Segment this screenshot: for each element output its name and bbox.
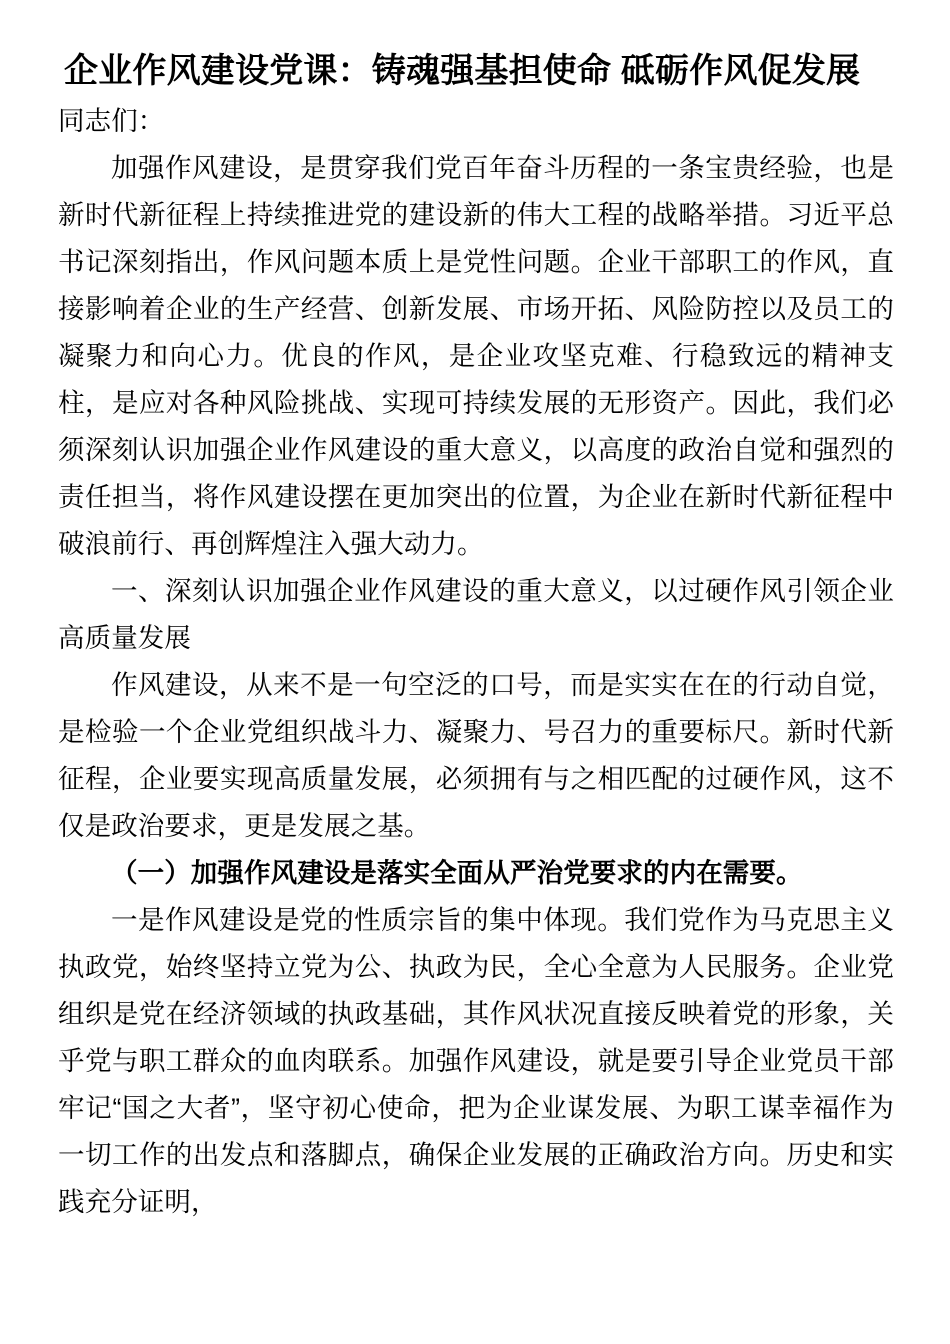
- paragraph-2: 作风建设，从来不是一句空泛的口号，而是实实在在的行动自觉，是检验一个企业党组织战斗力、凝聚力、号召力的重要标尺。新时代新征程，企业要实现高质量发展，必须拥有与之相匹配的过硬作风，这不仅是政治要求，更是发展之基。: [58, 670, 894, 841]
- page-title: 企业作风建设党课：铸魂强基担使命 砥砺作风促发展: [64, 52, 861, 90]
- subsection-heading-1-1: （一）加强作风建设是落实全面从严治党要求的内在需要。: [111, 858, 803, 888]
- section-heading-1: 一、深刻认识加强企业作风建设的重大意义，以过硬作风引领企业高质量发展: [58, 576, 894, 653]
- paragraph-3: 一是作风建设是党的性质宗旨的集中体现。我们党作为马克思主义执政党，始终坚持立党为公、执政为民，全心全意为人民服务。企业党组织是党在经济领域的执政基础，其作风状况直接反映着党的形象，关乎党与职工群众的血肉联系。加强作风建设，就是要引导企业党员干部牢记“国之大者”，坚守初心使命，把为企业谋发展、为职工谋幸福作为一切工作的出发点和落脚点，确保企业发展的正确政治方向。历史和实践充分证明，: [58, 905, 894, 1217]
- salutation: 同志们：: [58, 106, 165, 136]
- paragraph-intro: 加强作风建设，是贯穿我们党百年奋斗历程的一条宝贵经验，也是新时代新征程上持续推进党的建设新的伟大工程的战略举措。习近平总书记深刻指出，作风问题本质上是党性问题。企业干部职工的作风，直接影响着企业的生产经营、创新发展、市场开拓、风险防控以及员工的凝聚力和向心力。优良的作风，是企业攻坚克难、行稳致远的精神支柱，是应对各种风险挑战、实现可持续发展的无形资产。因此，我们必须深刻认识加强企业作风建设的重大意义，以高度的政治自觉和强烈的责任担当，将作风建设摆在更加突出的位置，为企业在新时代新征程中破浪前行、再创辉煌注入强大动力。: [58, 153, 894, 559]
- document-content: [58, 48, 894, 1226]
